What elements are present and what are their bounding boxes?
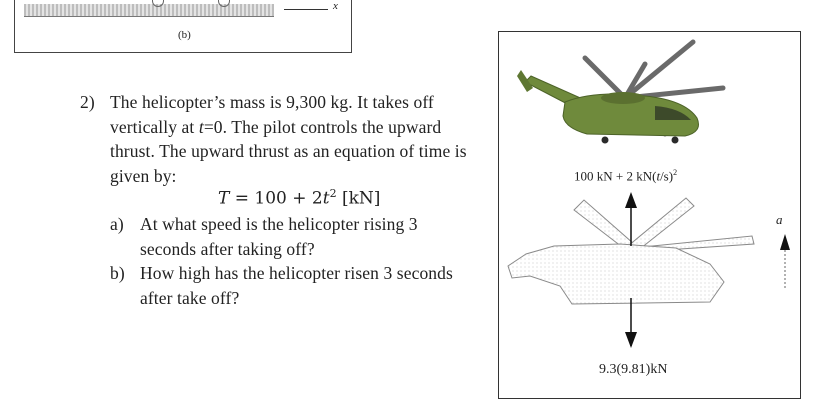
- problem-stem-line: thrust. The upward thrust as an equation of time is: [110, 141, 467, 161]
- question-text: How high has the helicopter risen 3 seconds: [140, 263, 453, 283]
- problem-number: 2): [80, 92, 95, 112]
- rotor-outline: [574, 198, 754, 252]
- acceleration-label: a: [776, 212, 783, 227]
- problem-stem-line: The helicopter’s mass is 9,300 kg. It takes off: [110, 92, 434, 112]
- previous-figure-axis-label: x: [333, 0, 338, 12]
- previous-figure-x-axis: [284, 9, 328, 10]
- previous-figure-caption: (b): [178, 29, 191, 41]
- thrust-arrow-head: [625, 192, 637, 208]
- question-b: [110, 261, 490, 310]
- thrust-label: 100 kN + 2 $kN(t/s)^2$: [574, 168, 678, 184]
- question-text: seconds after taking off?: [140, 238, 315, 259]
- question-label: a): [110, 214, 124, 234]
- problem-stem-line: vertically at t=0. The pilot controls the upward: [110, 116, 442, 137]
- helicopter-outline: [508, 244, 724, 304]
- helicopter-image: [505, 36, 735, 156]
- question-a: [110, 212, 490, 261]
- weight-label: 9.3(9.81)kN: [599, 362, 668, 377]
- acceleration-arrow-head: [780, 234, 790, 250]
- weight-arrow-head: [625, 332, 637, 348]
- problem-stem-line: given by:: [110, 165, 177, 186]
- landing-gear: [602, 137, 679, 144]
- previous-figure-ground-line: [24, 16, 274, 17]
- thrust-equation: $T = 100 + 2t^2$ [kN]: [218, 187, 381, 209]
- question-text: At what speed is the helicopter rising 3: [140, 214, 418, 234]
- problem-stem: [110, 90, 490, 188]
- engine-housing: [601, 92, 645, 104]
- question-label: b): [110, 263, 125, 283]
- question-text: after take off?: [140, 287, 240, 308]
- free-body-diagram: [500, 186, 800, 366]
